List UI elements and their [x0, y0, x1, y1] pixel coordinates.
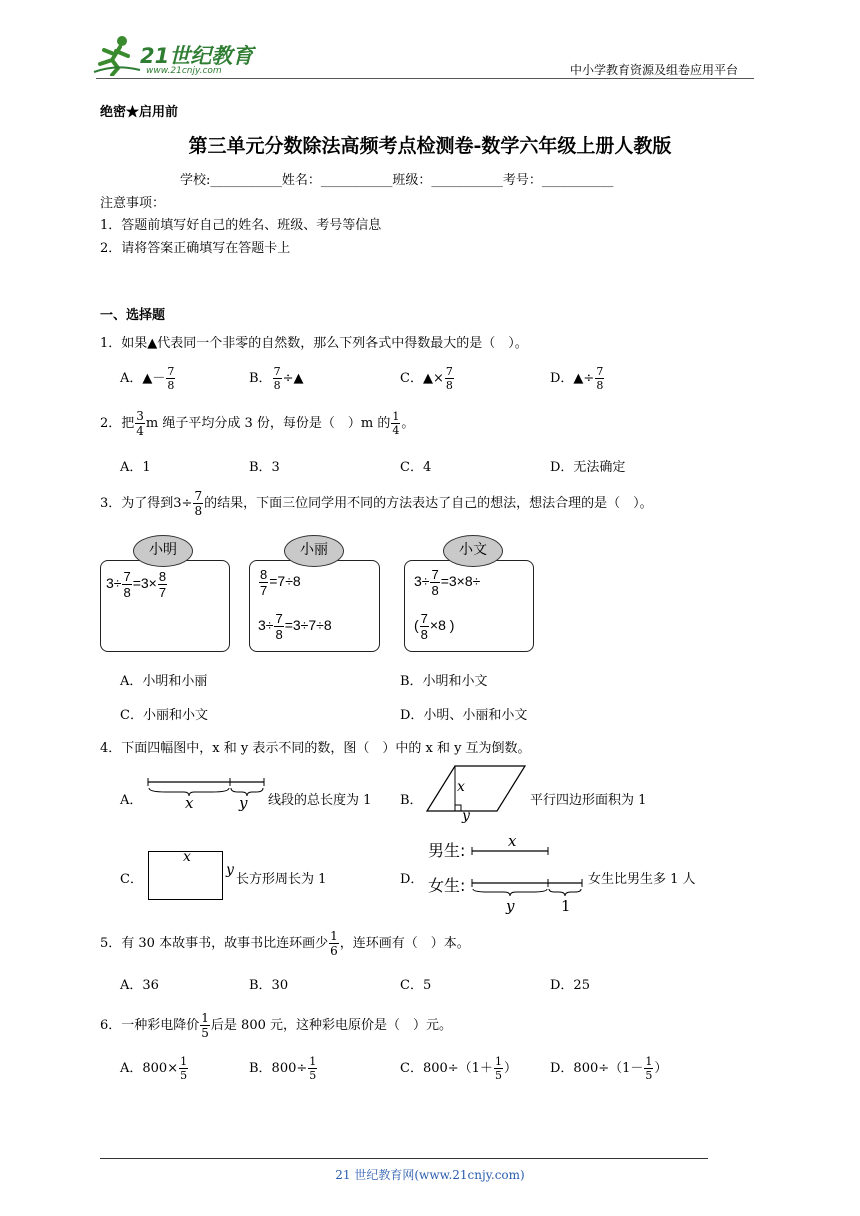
q1-option-d: D．▲÷ $\frac{7}{8}$ — [550, 365, 604, 392]
xiaowen-expression-1: 3÷ $\frac{7}{8}$ =3×8÷ — [414, 567, 481, 598]
xiaowen-expression-2: ( $\frac{7}{8}$ ×8 ) — [414, 611, 455, 642]
section-heading: 一、选择题 — [100, 308, 166, 323]
q1-option-a: A．▲－ $\frac{7}{8}$ — [120, 365, 175, 392]
q4-option-b-label: B． — [400, 793, 423, 808]
q2-option-a: A．1 — [120, 460, 151, 475]
q6-option-d: D．800÷（1－ $\frac{1}{5}$ ） — [550, 1055, 668, 1082]
var-y: y — [239, 794, 248, 812]
q5-option-b: B．30 — [249, 978, 289, 993]
q2-option-d: D．无法确定 — [550, 460, 626, 475]
header-divider — [96, 78, 754, 79]
q3-option-b: B．小明和小文 — [400, 674, 488, 689]
var-y: y — [226, 862, 234, 878]
xiaoli-expression-2: 3÷ $\frac{7}{8}$ =3÷7÷8 — [258, 611, 332, 642]
note-item: 2．请将答案正确填写在答题卡上 — [100, 241, 291, 256]
xiaoming-bubble: 小明 — [133, 535, 193, 567]
q4-option-a-label: A． — [120, 793, 143, 808]
q3-option-d: D．小明、小丽和小文 — [400, 708, 528, 723]
q3-option-a: A．小明和小丽 — [120, 674, 208, 689]
xiaowen-bubble: 小文 — [443, 535, 503, 567]
boys-label: 男生: — [428, 841, 466, 860]
var-x: x — [457, 779, 465, 795]
q6-option-b: B．800÷ $\frac{1}{5}$ — [249, 1055, 317, 1082]
q4-option-c-label: C． — [120, 872, 143, 887]
footer-divider — [100, 1158, 708, 1159]
q6-option-a: A．800× $\frac{1}{5}$ — [120, 1055, 188, 1082]
q3-option-c: C．小丽和小文 — [120, 708, 208, 723]
platform-name: 中小学教育资源及组卷应用平台 — [570, 63, 739, 77]
question-1-stem: 1．如果▲代表同一个非零的自然数，那么下列各式中得数最大的是（ ）。 — [100, 336, 528, 351]
q2-option-c: C．4 — [400, 460, 432, 475]
page-title: 第三单元分数除法高频考点检测卷-数学六年级上册人教版 — [188, 135, 672, 157]
q1-option-b: B． $\frac{7}{8}$ ÷▲ — [249, 365, 304, 392]
q5-option-c: C．5 — [400, 978, 432, 993]
xiaoli-expression-1: $\frac{8}{7}$ =7÷8 — [260, 567, 301, 598]
question-2-stem: 2．把 $\frac{3}{4}$ m 绳子平均分成 3 份，每份是（ ）m 的 $\frac{1}{4}$ 。 — [100, 409, 415, 438]
var-y: y — [462, 808, 470, 824]
runner-logo-icon — [92, 34, 142, 76]
var-x: x — [185, 794, 194, 812]
question-5-stem: 5．有 30 本故事书，故事书比连环画少 $\frac{1}{6}$ ，连环画有（ ）本。 — [100, 929, 470, 958]
q4-option-d-text: 女生比男生多 1 人 — [588, 872, 696, 887]
bar-model-icon — [470, 845, 586, 901]
q4-option-a-text: 线段的总长度为 1 — [268, 793, 372, 808]
q2-option-b: B．3 — [249, 460, 280, 475]
q4-option-c-text: 长方形周长为 1 — [236, 872, 327, 887]
parallelogram-icon — [425, 764, 527, 814]
value-one: 1 — [561, 897, 571, 915]
q5-option-d: D．25 — [550, 978, 590, 993]
girls-label: 女生: — [428, 876, 466, 895]
var-y: y — [506, 897, 515, 915]
note-item: 1．答题前填写好自己的姓名、班级、考号等信息 — [100, 218, 382, 233]
question-4-stem: 4．下面四幅图中，x 和 y 表示不同的数，图（ ）中的 x 和 y 互为倒数。 — [100, 741, 531, 756]
question-3-stem: 3．为了得到3÷ $\frac{7}{8}$ 的结果，下面三位同学用不同的方法表达了自己的想法，想法合理的是（ ）。 — [100, 489, 653, 518]
segment-diagram-icon — [146, 776, 270, 816]
q5-option-a: A．36 — [120, 978, 159, 993]
q4-option-b-text: 平行四边形面积为 1 — [530, 793, 647, 808]
q6-option-c: C．800÷（1＋ $\frac{1}{5}$ ） — [400, 1055, 517, 1082]
xiaoming-expression: 3÷ $\frac{7}{8}$ =3× $\frac{8}{7}$ — [106, 569, 167, 600]
question-6-stem: 6．一种彩电降价 $\frac{1}{5}$ 后是 800 元，这种彩电原价是（ ）元。 — [100, 1011, 452, 1040]
xiaoli-bubble: 小丽 — [284, 535, 344, 567]
secret-label: 绝密★启用前 — [100, 105, 179, 120]
var-x: x — [183, 849, 191, 865]
logo-url: www.21cnjy.com — [146, 66, 222, 76]
q1-option-c: C．▲× $\frac{7}{8}$ — [400, 365, 453, 392]
var-x: x — [508, 832, 517, 850]
footer-link[interactable]: 21 世纪教育网(www.21cnjy.com) — [335, 1168, 525, 1182]
q4-option-d-label: D． — [400, 872, 424, 887]
notes-heading: 注意事项： — [100, 196, 166, 211]
info-line: 学校:___________姓名：___________班级：___________考号：___________ — [180, 173, 614, 188]
logo-text: 21世纪教育 — [140, 44, 254, 68]
